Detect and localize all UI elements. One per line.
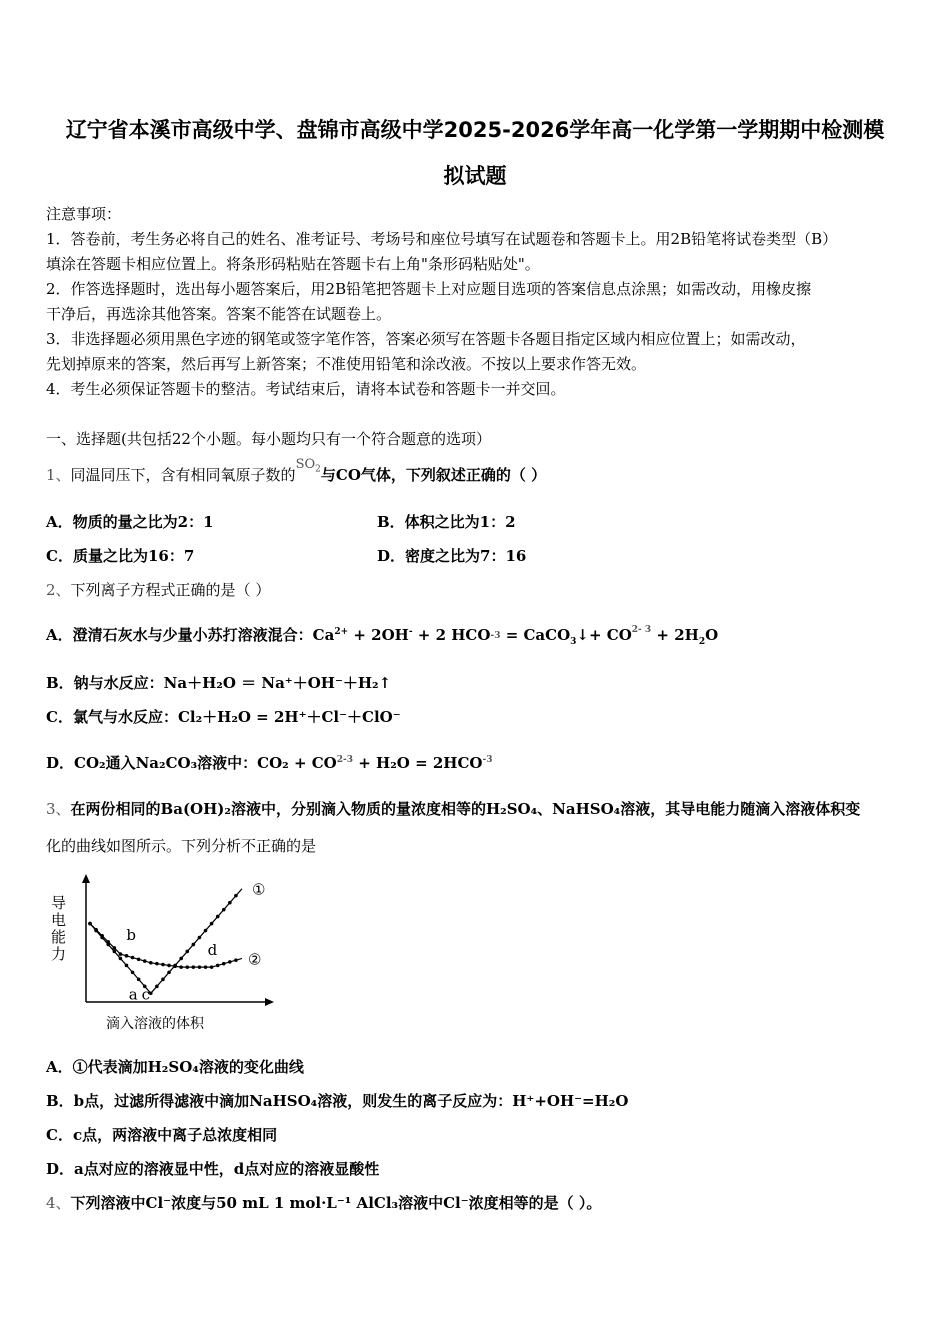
hco3-charge-stack: [490, 631, 500, 641]
series-2-point: [125, 954, 129, 958]
y-axis-label: [51, 894, 66, 963]
question-1-stem: [46, 457, 547, 485]
series-2-point: [143, 959, 147, 963]
chart-annotation: c: [141, 985, 151, 1004]
hco3-ion: + 2 HCO: [412, 626, 491, 644]
series-2-point: [131, 956, 135, 960]
question-1-text-b: 与CO气体，下列叙述正确的（ ）: [320, 466, 547, 484]
question-2-option-c[interactable]: C．氯气与水反应：Cl₂＋H₂O = 2H⁺＋Cl⁻＋ClO⁻: [46, 708, 401, 726]
series-1-point: [234, 894, 238, 898]
notice-line-1: 1．答卷前，考生务必将自己的姓名、准考证号、考场号和座位号填写在试题卷和答题卡上。用2B铅笔将试卷类型（B）: [46, 230, 838, 248]
so2-formula: [295, 457, 321, 475]
oh-charge: -: [408, 627, 413, 637]
so2-subscript: 2: [315, 464, 321, 475]
series-1-point: [210, 922, 214, 926]
series-2-point: [216, 964, 220, 968]
series-1-point: [228, 901, 232, 905]
series-2-point: [185, 965, 189, 969]
question-2-stem: [46, 579, 270, 600]
question-3-option-c[interactable]: C．c点，两溶液中离子总浓度相同: [46, 1126, 278, 1144]
co3-charge-d: 2-: [336, 755, 347, 765]
question-3-number: 3、: [46, 800, 71, 818]
series-2-line: [90, 924, 242, 968]
notice-line-5: 3．非选择题必须用黑色字迹的钢笔或签字笔作答，答案必须写在答题卡各题目指定区域内相应位置上；如需改动，: [46, 330, 806, 348]
series-1-point: [125, 964, 129, 968]
x-axis-label: 滴入溶液的体积: [106, 1016, 204, 1032]
chart-annotation: ②: [248, 950, 262, 969]
oh-ion: + 2OH: [348, 626, 409, 644]
question-3-stem-line1: [46, 798, 860, 819]
water-oxygen: O: [705, 626, 719, 644]
co3-subscript: 3: [644, 625, 652, 635]
series-2-point: [173, 964, 177, 968]
question-1-option-d[interactable]: D．密度之比为7：16: [377, 547, 527, 565]
question-3-text1: 在两份相同的Ba(OH)₂溶液中，分别滴入物质的量浓度相等的H₂SO₄、NaHSO₄溶液，其导电能力随滴入溶液体积变: [70, 800, 861, 818]
caco3-product: = CaCO: [505, 626, 571, 644]
question-3-option-a[interactable]: A．①代表滴加H₂SO₄溶液的变化曲线: [46, 1058, 304, 1076]
series-1-point: [155, 985, 159, 989]
x-axis-arrow: [265, 998, 274, 1006]
series-2-point: [204, 965, 208, 969]
question-4-number: 4、: [46, 1194, 71, 1212]
exam-title-line1: 辽宁省本溪市高级中学、盘锦市高级中学2025-2026学年高一化学第一学期期中检测模: [65, 118, 885, 142]
y-axis-label-char: 力: [51, 945, 67, 963]
option-d-middle: + H₂O = 2HCO: [353, 754, 483, 772]
hco3-charge: -: [490, 631, 495, 641]
series-2-point: [228, 960, 232, 964]
question-1-option-a[interactable]: A．物质的量之比为2：1: [46, 513, 214, 531]
question-1-option-c[interactable]: C．质量之比为16：7: [46, 547, 195, 565]
question-3-stem-line2: 化的曲线如图所示。下列分析不正确的是: [46, 837, 317, 855]
question-3-option-d[interactable]: D．a点对应的溶液显中性，d点对应的溶液显酸性: [46, 1160, 380, 1178]
hco3-charge-d: -: [482, 755, 487, 765]
question-2-number: 2、: [46, 581, 71, 599]
chart-annotation: d: [207, 941, 218, 960]
chart-annotation: b: [126, 926, 137, 945]
question-1-number: 1、: [46, 466, 71, 484]
series-2-point: [149, 961, 153, 965]
notice-line-2: 填涂在答题卡相应位置上。将条形码粘贴在答题卡右上角"条形码粘贴处"。: [46, 255, 540, 273]
water-product: + 2H: [651, 626, 699, 644]
question-2-option-a[interactable]: [46, 624, 718, 645]
series-2-point: [167, 964, 171, 968]
question-4-text: 下列溶液中Cl⁻浓度与50 mL 1 mol·L⁻¹ AlCl₃溶液中Cl⁻浓度相等的是（ ）。: [70, 1194, 602, 1212]
series-2-point: [161, 963, 165, 967]
ca-ion: Ca: [312, 626, 335, 644]
exam-title-line2: 拟试题: [443, 164, 507, 188]
co3-charge: 2-: [631, 625, 642, 635]
section-heading: 一、选择题(共包括22个小题。每小题均只有一个符合题意的选项）: [46, 430, 491, 448]
co3-charge-stack: [632, 625, 651, 635]
series-1-point: [113, 950, 117, 954]
series-1-point: [119, 957, 123, 961]
conductivity-chart: [46, 870, 276, 1040]
y-axis-label-char: 电: [51, 911, 67, 929]
series-2-point: [88, 922, 92, 926]
co3-ion: ↓+ CO: [576, 626, 632, 644]
series-2-point: [113, 946, 117, 950]
co3-subscript-d: 3: [346, 755, 354, 765]
water-subscript: 2: [698, 637, 706, 647]
series-1-point: [161, 978, 165, 982]
notice-line-7: 4．考生必须保证答题卡的整洁。考试结束后，请将本试卷和答题卡一并交回。: [46, 380, 566, 398]
series-1-point: [216, 915, 220, 919]
series-2-point: [94, 928, 98, 932]
chart-annotation: ①: [252, 880, 266, 899]
series-2-point: [198, 965, 202, 969]
series-2-point: [137, 958, 141, 962]
series-1-line: [90, 889, 242, 994]
series-1-point: [192, 943, 196, 947]
series-layer: [88, 889, 242, 995]
question-3-option-b[interactable]: B．b点，过滤所得滤液中滴加NaHSO₄溶液，则发生的离子反应为：H⁺+OH⁻=H₂O: [46, 1092, 629, 1110]
series-2-point: [179, 965, 183, 969]
notice-line-4: 干净后，再选涂其他答案。答案不能答在试题卷上。: [46, 305, 392, 323]
series-2-point: [119, 952, 123, 956]
option-d-label: D．CO₂通入Na₂CO₃溶液中：CO₂ + CO: [46, 754, 337, 772]
y-axis-label-char: 导: [51, 894, 67, 912]
y-axis-arrow: [82, 874, 90, 883]
caco3-subscript: 3: [570, 637, 577, 647]
question-1-option-b[interactable]: B．体积之比为1：2: [377, 513, 516, 531]
series-2-point: [234, 958, 238, 962]
hco3-charge-stack-d: [482, 755, 492, 765]
series-1-point: [222, 908, 226, 912]
series-1-point: [167, 971, 171, 975]
series-1-point: [131, 971, 135, 975]
hco3-subscript-d: 3: [486, 755, 493, 765]
option-a-label: A．澄清石灰水与少量小苏打溶液混合：: [46, 626, 313, 644]
notice-line-3: 2．作答选择题时，选出每小题答案后，用2B铅笔把答题卡上对应题目选项的答案信息点涂黑；如需改动，用橡皮擦: [46, 280, 812, 298]
co3-charge-stack-d: [337, 755, 353, 765]
ca-charge: 2+: [334, 627, 349, 637]
chart-annotation: a: [128, 985, 138, 1004]
series-2-point: [106, 940, 110, 944]
series-1-point: [179, 957, 183, 961]
hco3-subscript: 3: [494, 631, 501, 641]
series-1-point: [137, 978, 141, 982]
series-1-point: [185, 950, 189, 954]
series-2-point: [155, 962, 159, 966]
question-2-option-d[interactable]: [46, 752, 493, 773]
y-axis-label-char: 能: [51, 928, 67, 946]
question-2-option-b[interactable]: B．钠与水反应：Na＋H₂O ＝ Na⁺＋OH⁻＋H₂↑: [46, 674, 392, 692]
so2-symbol: SO: [295, 457, 316, 472]
series-2-point: [210, 965, 214, 969]
question-2-text: 下列离子方程式正确的是（ ）: [70, 581, 271, 599]
series-2-point: [192, 965, 196, 969]
question-4-stem: [46, 1192, 601, 1213]
notice-heading: 注意事项：: [46, 205, 122, 223]
series-1-point: [198, 936, 202, 940]
series-2-point: [100, 934, 104, 938]
series-1-point: [204, 929, 208, 933]
series-2-point: [222, 962, 226, 966]
question-1-text-a: 同温同压下，含有相同氧原子数的: [70, 466, 296, 484]
notice-line-6: 先划掉原来的答案，然后再写上新答案；不准使用铅笔和涂改液。不按以上要求作答无效。: [46, 355, 647, 373]
